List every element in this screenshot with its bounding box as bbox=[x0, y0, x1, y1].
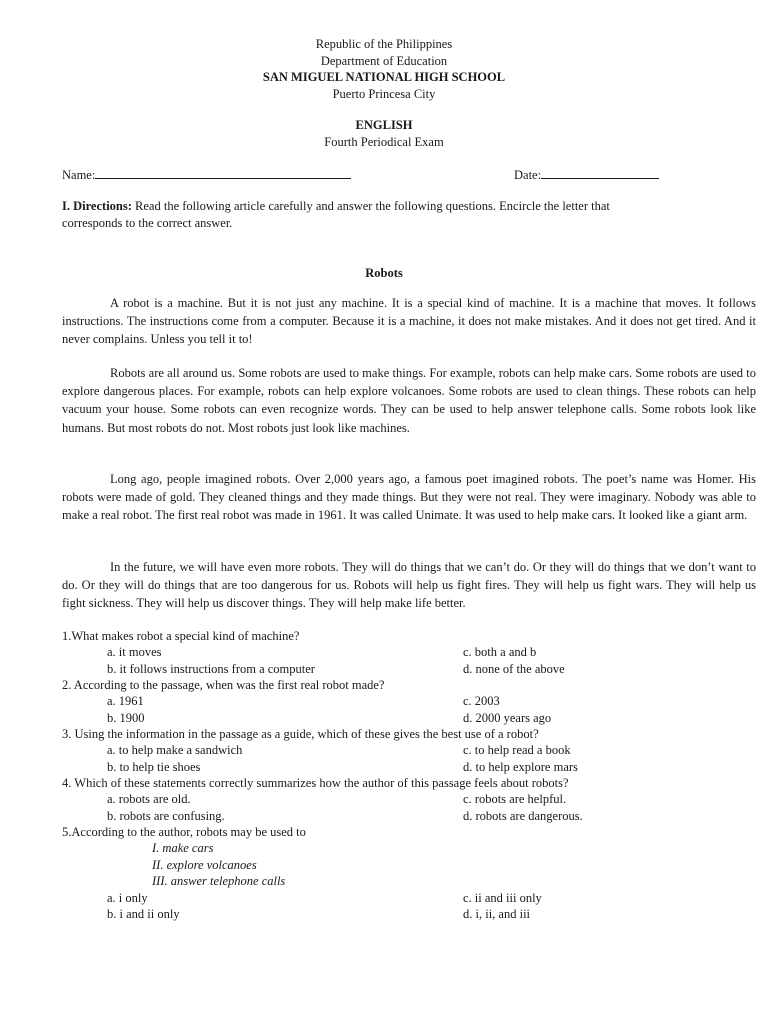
q3-option-d[interactable]: d. to help explore mars bbox=[463, 760, 578, 774]
q4-option-a[interactable]: a. robots are old. bbox=[107, 792, 191, 806]
subject-title: ENGLISH bbox=[355, 118, 413, 132]
q1-option-b[interactable]: b. it follows instructions from a computer bbox=[107, 662, 315, 676]
q5-option-b[interactable]: b. i and ii only bbox=[107, 907, 180, 921]
article-paragraph: Robots are all around us. Some robots are used to make things. For example, robots can help make cars. Some robots are used to explore dangerous places. For example, robots can help explore volcanoes. Some robots are used to clean things. These robots can help vacuum your house. Some robots can even recognize words. They can be used to help answer telephone calls. Some robots look like humans. But most robots do not. Most robots just look like machines. bbox=[62, 366, 756, 435]
exam-header bbox=[0, 117, 768, 150]
date-field bbox=[514, 166, 659, 183]
question-5: 5.According to the author, robots may be used to bbox=[62, 825, 306, 839]
q2-option-d[interactable]: d. 2000 years ago bbox=[463, 711, 552, 725]
q3-option-b[interactable]: b. to help tie shoes bbox=[107, 760, 201, 774]
article-paragraph: In the future, we will have even more robots. They will do things that we can’t do. Or they will do things that we don’t want to do. Or they will do things that are too dangerous for us. Robots will help us fight fires. They will help us fight wars. They will help us fight sickness. They will help us discover things. They will help make life better. bbox=[62, 560, 756, 611]
directions bbox=[62, 198, 756, 232]
q2-option-b[interactable]: b. 1900 bbox=[107, 711, 145, 725]
q2-option-a[interactable]: a. 1961 bbox=[107, 694, 144, 708]
question-3: 3. Using the information in the passage as a guide, which of these gives the best use of a robot? bbox=[62, 727, 539, 741]
q4-option-c[interactable]: c. robots are helpful. bbox=[463, 792, 567, 806]
date-blank[interactable] bbox=[541, 166, 659, 179]
q3-option-a[interactable]: a. to help make a sandwich bbox=[107, 743, 243, 757]
q2-option-c[interactable]: c. 2003 bbox=[463, 694, 500, 708]
directions-label: I. Directions: bbox=[62, 199, 132, 213]
country-line: Republic of the Philippines bbox=[315, 37, 453, 51]
article-title: Robots bbox=[365, 266, 403, 280]
name-field bbox=[62, 166, 351, 183]
q4-option-d[interactable]: d. robots are dangerous. bbox=[463, 809, 583, 823]
q1-option-a[interactable]: a. it moves bbox=[107, 645, 162, 659]
question-1: 1.What makes robot a special kind of machine? bbox=[62, 629, 300, 643]
name-label: Name: bbox=[62, 168, 96, 182]
article-paragraph: A robot is a machine. But it is not just any machine. It is a special kind of machine. It is a machine that moves. It follows instructions. The instructions come from a computer. Because it is a machine, it does not make mistakes. And it does not get tired. And it never complains. Unless you tell it to! bbox=[62, 296, 756, 347]
school-header bbox=[0, 36, 768, 102]
city-line: Puerto Princesa City bbox=[332, 86, 436, 101]
directions-text-line2: corresponds to the correct answer. bbox=[62, 216, 233, 230]
department-line: Department of Education bbox=[320, 53, 448, 68]
q5-item-2: II. explore volcanoes bbox=[152, 858, 257, 872]
q1-option-d[interactable]: d. none of the above bbox=[463, 662, 565, 676]
q5-option-a[interactable]: a. i only bbox=[107, 891, 148, 905]
q5-option-d[interactable]: d. i, ii, and iii bbox=[463, 907, 531, 921]
date-label: Date: bbox=[514, 168, 542, 182]
q5-item-1: I. make cars bbox=[152, 841, 214, 855]
name-blank[interactable] bbox=[95, 166, 351, 179]
directions-text-line1: Read the following article carefully and answer the following questions. Encircle the letter that bbox=[131, 199, 610, 213]
q4-option-b[interactable]: b. robots are confusing. bbox=[107, 809, 225, 823]
q1-option-c[interactable]: c. both a and b bbox=[463, 645, 537, 659]
question-2: 2. According to the passage, when was the first real robot made? bbox=[62, 678, 385, 692]
exam-title: Fourth Periodical Exam bbox=[324, 134, 444, 149]
q5-item-3: III. answer telephone calls bbox=[152, 874, 286, 888]
school-name: SAN MIGUEL NATIONAL HIGH SCHOOL bbox=[262, 70, 506, 84]
q5-option-c[interactable]: c. ii and iii only bbox=[463, 891, 542, 905]
article-paragraph: Long ago, people imagined robots. Over 2,000 years ago, a famous poet imagined robots. The poet’s name was Homer. His robots were made of gold. They cleaned things and they made things. But they were not real. They were imaginary. Nobody was able to make a real robot. The first real robot was made in 1961. It was called Unimate. It was used to help make cars. It looked like a giant arm. bbox=[62, 472, 756, 523]
q3-option-c[interactable]: c. to help read a book bbox=[463, 743, 571, 757]
question-4: 4. Which of these statements correctly summarizes how the author of this passage feels about robots? bbox=[62, 776, 569, 790]
